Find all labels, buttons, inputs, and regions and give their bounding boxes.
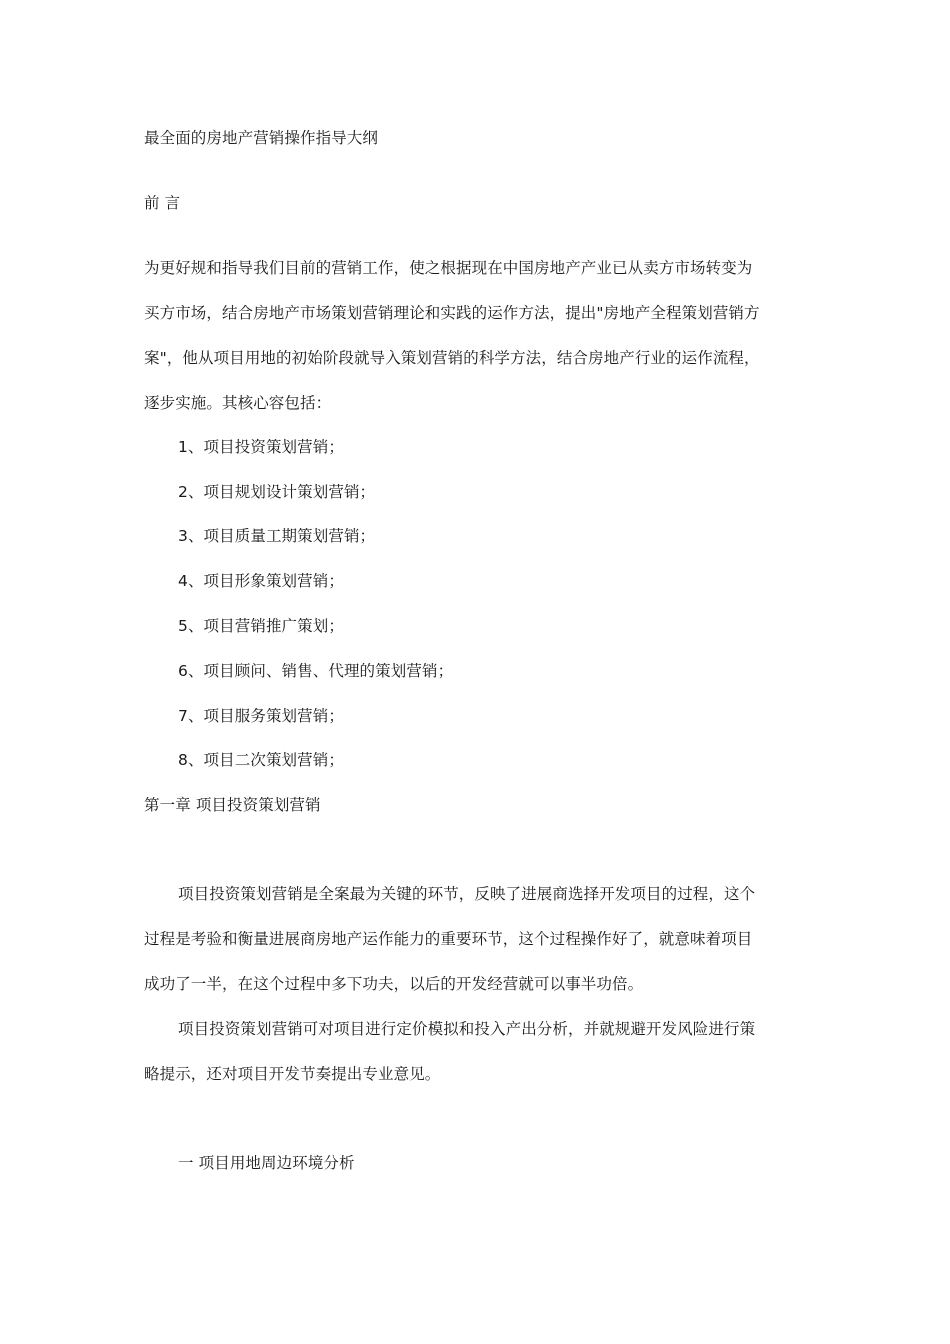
list-item-2: 2、项目规划设计策划营销； xyxy=(178,483,376,501)
section-1-heading: 一 项目用地周边环境分析 xyxy=(178,1154,355,1172)
chapter-1-para-1-line-3: 成功了一半，在这个过程中多下功夫，以后的开发经营就可以事半功倍。 xyxy=(144,975,644,993)
list-item-3: 3、项目质量工期策划营销； xyxy=(178,527,376,545)
list-item-4: 4、项目形象策划营销； xyxy=(178,572,344,590)
list-item-5: 5、项目营销推广策划； xyxy=(178,617,344,635)
preface-line-4: 逐步实施。其核心容包括： xyxy=(144,394,332,412)
preface-line-2: 买方市场，结合房地产市场策划营销理论和实践的运作方法，提出"房地产全程策划营销方 xyxy=(144,304,760,322)
chapter-1-para-2-line-1: 项目投资策划营销可对项目进行定价模拟和投入产出分析，并就规避开发风险进行策 xyxy=(178,1020,756,1038)
chapter-1-para-1-line-1: 项目投资策划营销是全案最为关键的环节，反映了进展商选择开发项目的过程，这个 xyxy=(178,885,756,903)
list-item-1: 1、项目投资策划营销； xyxy=(178,438,344,456)
chapter-1-para-1-line-2: 过程是考验和衡量进展商房地产运作能力的重要环节，这个过程操作好了，就意味着项目 xyxy=(144,930,753,948)
preface-line-1: 为更好规和指导我们目前的营销工作，使之根据现在中国房地产产业已从卖方市场转变为 xyxy=(144,259,753,277)
chapter-1-heading: 第一章 项目投资策划营销 xyxy=(144,796,321,814)
list-item-6: 6、项目顾问、销售、代理的策划营销； xyxy=(178,662,454,680)
list-item-7: 7、项目服务策划营销； xyxy=(178,707,344,725)
preface-heading: 前 言 xyxy=(144,194,181,212)
preface-line-3: 案"，他从项目用地的初始阶段就导入策划营销的科学方法，结合房地产行业的运作流程， xyxy=(144,349,760,367)
chapter-1-para-2-line-2: 略提示，还对项目开发节奏提出专业意见。 xyxy=(144,1065,441,1083)
document-title: 最全面的房地产营销操作指导大纲 xyxy=(144,129,379,147)
list-item-8: 8、项目二次策划营销； xyxy=(178,751,344,769)
